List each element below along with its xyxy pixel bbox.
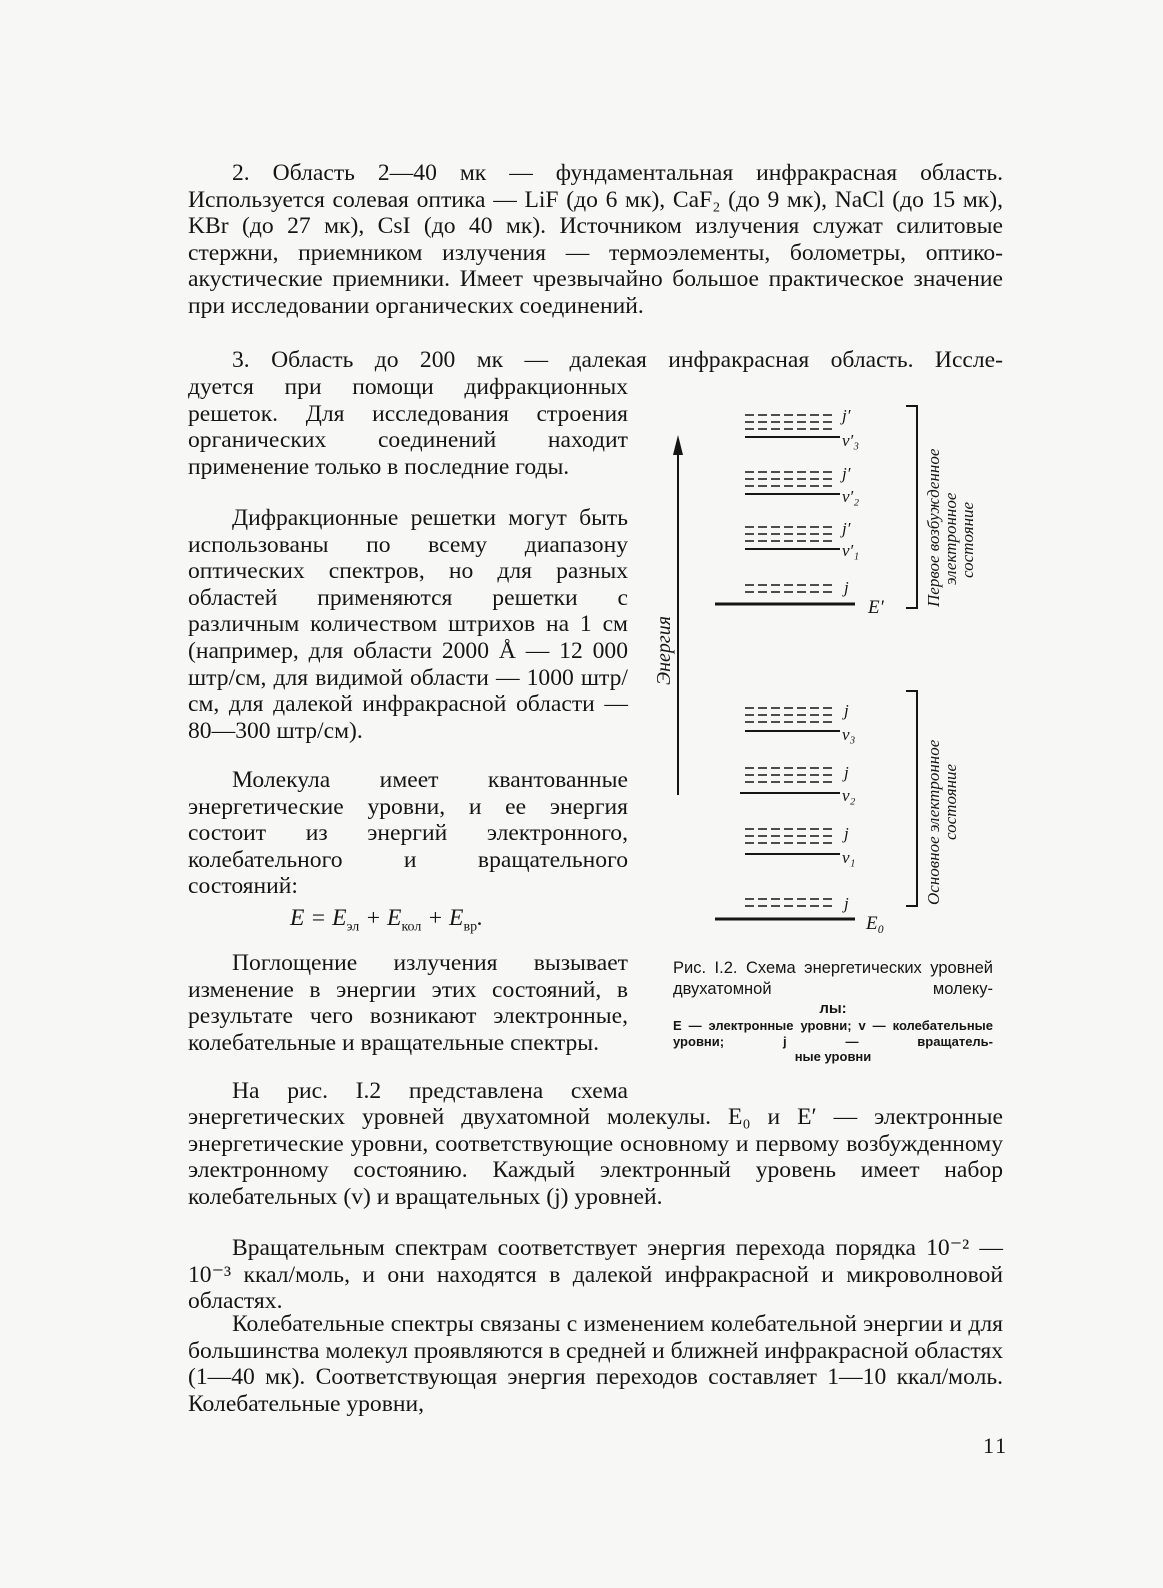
paragraph-vibrational-spectra: Колебательные спектры связаны с изменением колебательной энергии и для большинства молекул проявляются в средней и ближней инфракрасной областях (1—40 мк). Соответствующая энергия переходов составляет 1—10 ккал/моль. Колебательные уровни, — [188, 1311, 1003, 1417]
upper-state-levels — [715, 415, 855, 604]
svg-text:j: j — [844, 894, 849, 913]
paragraph-figure-ref-rest: энергетических уровней двухатомной молекулы. E₀ и E′ — электронные энергетические уровни, соответствующие основному и первому возбужденному электронному состоянию. Каждый электронный уровень имеет набор колебательных (v) и вращательных (j) уровней. — [188, 1104, 1003, 1210]
lower-state-labels — [842, 701, 884, 934]
paragraph-region-200-rest: дуется при помощи дифракционных решеток. Для исследования строения органических соединений находит применение только в последние годы. — [188, 374, 628, 480]
lower-bracket-label — [924, 739, 960, 905]
svg-text:Основное электронное: Основное электронное — [924, 739, 943, 905]
energy-formula: $E = E_{эл} + E_{кол} + E_{вр}$. — [290, 905, 484, 935]
svg-text:E′: E′ — [868, 597, 884, 618]
paragraph-region-200-lead: 3. Область до 200 мк — далекая инфракрасная область. Иссле- — [232, 347, 1003, 373]
caption-legend: E — электронные уровни; v — колебательные уровни; j — вращатель- — [673, 1018, 993, 1049]
svg-text:состояние: состояние — [958, 501, 977, 578]
paragraph-molecule-energy: Молекула имеет квантованные энергетические уровни, и ее энергия состоит из энергий электронного, колебательного и вращательного состояний: — [188, 767, 628, 900]
svg-text:j′: j′ — [842, 519, 851, 538]
page-number: 11 — [983, 1433, 1009, 1458]
lower-state-levels — [715, 708, 855, 919]
lower-bracket — [906, 691, 917, 906]
paragraph-absorption: Поглощение излучения вызывает изменение в энергии этих состояний, в результате чего возникают электронные, колебательные и вращательные спектры. — [188, 950, 628, 1056]
svg-text:E₀: E₀ — [866, 913, 885, 934]
svg-text:j′: j′ — [842, 406, 851, 425]
svg-text:электронное: электронное — [941, 492, 960, 585]
paragraph-rotational-spectra: Вращательным спектрам соответствует энергия перехода порядка 10⁻² — 10⁻³ ккал/моль, и они находятся в далекой инфракрасной и микроволновой областях. — [188, 1235, 1003, 1315]
caption-title-end: лы: — [819, 1000, 847, 1017]
svg-text:j: j — [844, 763, 849, 782]
svg-text:v₂: v₂ — [842, 786, 856, 805]
svg-text:j: j — [844, 578, 849, 597]
energy-axis-arrowhead — [673, 435, 683, 455]
svg-text:Первое возбужденное: Первое возбужденное — [924, 448, 943, 607]
paragraph-figure-ref-lead: На рис. I.2 представлена схема — [232, 1078, 628, 1104]
energy-axis-label: Энергия — [653, 616, 675, 685]
svg-text:v′₂: v′₂ — [842, 487, 860, 506]
svg-text:состояние: состояние — [941, 763, 960, 840]
svg-text:v′₁: v′₁ — [842, 541, 860, 560]
svg-text:j: j — [844, 701, 849, 720]
svg-text:j′: j′ — [842, 464, 851, 483]
upper-bracket — [906, 406, 917, 608]
caption-legend-end: ные уровни — [794, 1049, 872, 1064]
paragraph-gratings: Дифракционные решетки могут быть использованы по всему диапазону оптических спектров, но для разных областей применяются решетки с различным количеством штрихов на 1 см (например, для области 2000 Å — 12 000 штр/см, для видимой области — 1000 штр/см, для далекой инфракрасной области — 80—300 штр/см). — [188, 505, 628, 744]
energy-level-diagram — [640, 395, 1000, 950]
caption-title: Рис. I.2. Схема энергетических уровней двухатомной молеку- — [673, 959, 993, 998]
upper-state-labels — [840, 406, 885, 618]
upper-bracket-label — [924, 448, 977, 608]
svg-text:v₁: v₁ — [842, 848, 856, 867]
paragraph-region-2-40: 2. Область 2—40 мк — фундаментальная инфракрасная область. Используется солевая оптика — LiF (до 6 мк), CaF₂ (до 9 мк), NaCl (до 15 мк), KBr (до 27 мк), CsI (до 40 мк). Источником излучения служат силитовые стержни, приемником излучения — термоэлементы, болометры, оптико-акустические приемники. Имеет чрезвычайно большое практическое значение при исследовании органических соединений. — [188, 160, 1003, 319]
svg-text:j: j — [844, 824, 849, 843]
figure-caption — [673, 958, 993, 1065]
svg-text:v₃: v₃ — [842, 725, 856, 744]
svg-text:v′₃: v′₃ — [842, 431, 860, 450]
